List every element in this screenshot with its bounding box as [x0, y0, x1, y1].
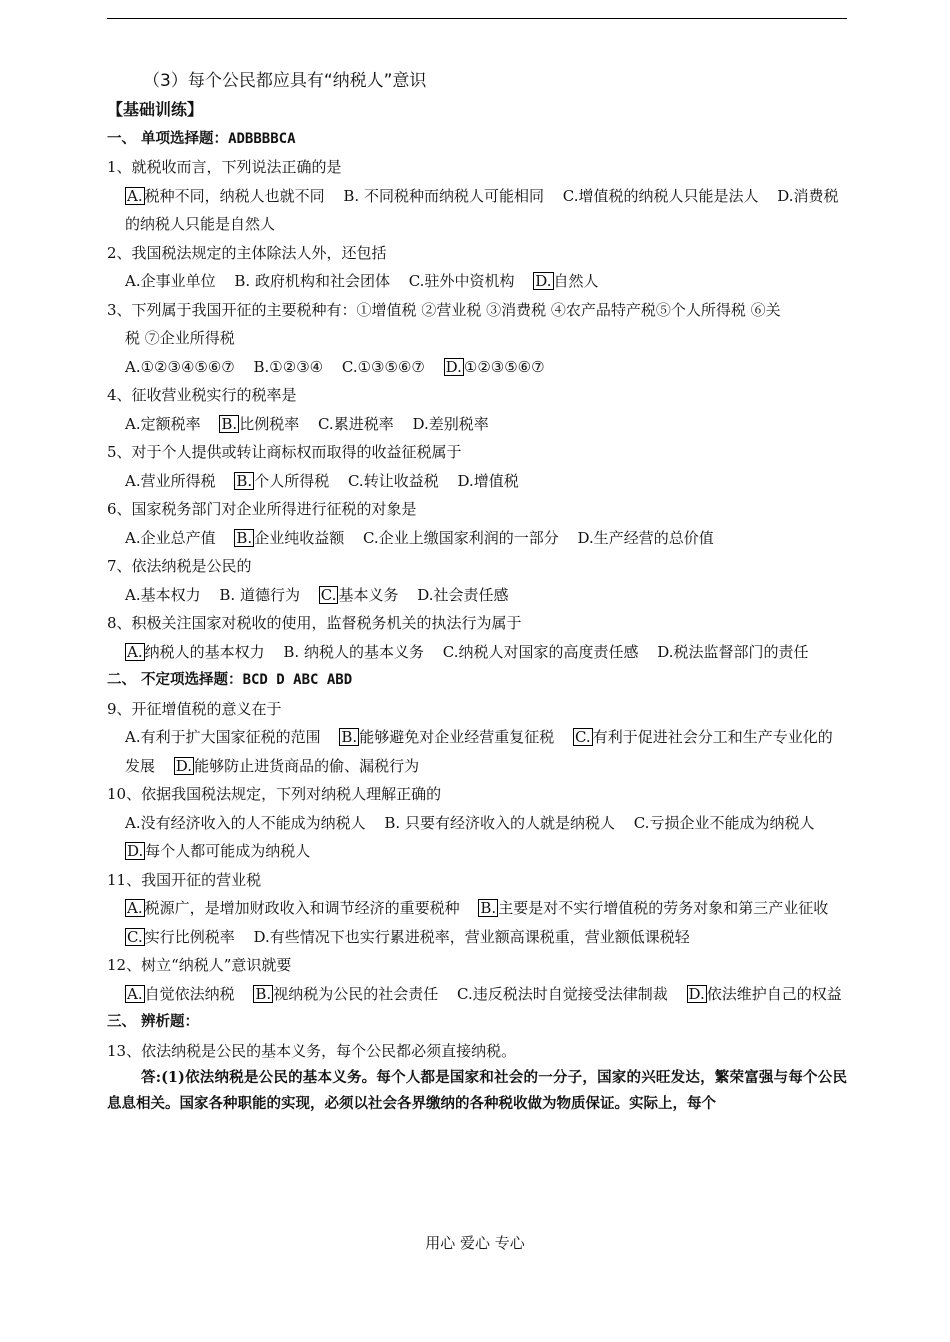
q2-option-b: B. 政府机构和社会团体 [234, 272, 390, 290]
section-2-label: 二、 不定项选择题： [107, 672, 243, 688]
question-13-stem: 13、依法纳税是公民的基本义务，每个公民都必须直接纳税。 [107, 1041, 517, 1060]
section-title: 【基础训练】 [107, 100, 204, 119]
question-7-options [107, 581, 847, 610]
question-11-stem: 11、我国开征的营业税 [107, 870, 262, 889]
q6-option-c: C.企业上缴国家利润的一部分 [362, 528, 559, 547]
q4-option-b-text: 比例税率 [239, 414, 300, 433]
q9-option-c-text: 有利于促进社会分工和生产专业化的发展 [125, 728, 833, 775]
q8-option-d: D.税法监督部门的责任 [657, 642, 809, 661]
q6-option-d: D.生产经营的总价值 [577, 528, 714, 547]
question-5-stem: 5、对于个人提供或转让商标权而取得的收益征税属于 [107, 443, 462, 461]
question-8-options [107, 638, 847, 667]
question-12-options [107, 980, 847, 1009]
q1-option-a-marker: A. [127, 186, 143, 205]
question-9-options [107, 723, 847, 780]
q3-option-b: B.①②③④ [253, 357, 324, 376]
q12-option-a-marker: A. [127, 984, 143, 1003]
q11-option-c-marker: C. [127, 927, 143, 946]
q5-option-b-text: 个人所得税 [254, 471, 330, 490]
q11-option-d: D.有些情况下也实行累进税率，营业额高课税重，营业额低课税轻 [253, 927, 690, 946]
q8-option-b: B. 纳税人的基本义务 [283, 642, 424, 661]
q3-option-d-marker: D. [445, 357, 462, 376]
q2-option-a: A.企事业单位 [125, 272, 216, 290]
q9-option-b-text: 能够避免对企业经营重复征税 [359, 728, 555, 746]
section-3-heading: 三、 辨析题： [107, 1014, 200, 1030]
question-6-options [107, 524, 847, 553]
q1-option-b: B. 不同税种而纳税人可能相同 [343, 186, 544, 205]
question-3-stem-cont: 税 ⑦企业所得税 [125, 329, 235, 347]
q10-option-b: B. 只要有经济收入的人就是纳税人 [384, 813, 615, 832]
q12-option-b-marker: B. [255, 984, 272, 1003]
q3-option-c: C.①③⑤⑥⑦ [341, 357, 425, 376]
q10-option-d-text: 每个人都可能成为纳税人 [145, 842, 311, 860]
answer-paragraph: 答:(1)依法纳税是公民的基本义务。每个人都是国家和社会的一分子，国家的兴旺发达，繁荣富强与每个公民息息相关。国家各种职能的实现，必须以社会各界缴纳的各种税收做为物质保证。实际上，每个 [107, 1069, 847, 1112]
q12-option-d-marker: D. [688, 984, 705, 1003]
q11-option-b-text: 主要是对不实行增值税的劳务对象和第三产业征收 [498, 899, 829, 917]
question-7-stem: 7、依法纳税是公民的 [107, 557, 252, 575]
q11-option-c-text: 实行比例税率 [144, 927, 235, 946]
q12-option-b-text: 视纳税为公民的社会责任 [273, 984, 439, 1003]
q3-option-a: A.①②③④⑤⑥⑦ [125, 357, 235, 376]
q7-option-d: D.社会责任感 [417, 585, 509, 604]
q12-option-c: C.违反税法时自觉接受法律制裁 [457, 984, 668, 1003]
q11-option-a-text: 税源广，是增加财政收入和调节经济的重要税种 [144, 899, 460, 917]
q6-option-a: A.企业总产值 [125, 528, 216, 547]
q11-option-b-marker: B. [480, 899, 497, 917]
q4-option-a: A.定额税率 [125, 414, 201, 433]
document-body [107, 66, 847, 1117]
q2-option-d-text: 自然人 [553, 272, 599, 290]
q5-option-a: A.营业所得税 [125, 471, 216, 490]
q2-option-c: C.驻外中资机构 [408, 272, 515, 290]
section-1-label: 一、 单项选择题： [107, 130, 229, 147]
q9-option-a: A.有利于扩大国家征税的范围 [125, 728, 321, 746]
section-2-answers: BCD D ABC ABD [242, 672, 353, 688]
section-2-heading [107, 666, 847, 695]
q5-option-d: D.增值税 [457, 471, 519, 490]
q9-option-d-text: 能够防止进货商品的偷、漏税行为 [194, 756, 420, 775]
question-6-stem: 6、国家税务部门对企业所得进行征税的对象是 [107, 500, 417, 518]
q10-option-c: C.亏损企业不能成为纳税人 [633, 813, 815, 832]
q11-option-a-marker: A. [127, 899, 143, 917]
q5-option-c: C.转让收益税 [347, 471, 439, 490]
section-1-answers: ADBBBBCA [228, 130, 296, 147]
q4-option-b-marker: B. [221, 414, 238, 433]
q5-option-b-marker: B. [236, 471, 253, 490]
q7-option-b: B. 道德行为 [219, 585, 300, 604]
q3-option-d-text: ①②③⑤⑥⑦ [463, 357, 545, 376]
q4-option-d: D.差别税率 [412, 414, 489, 433]
q6-option-b-text: 企业纯收益额 [254, 528, 345, 547]
q12-option-d-text: 依法维护自己的权益 [706, 984, 842, 1003]
section-1-heading [107, 125, 847, 154]
question-5-options [107, 467, 847, 496]
question-4-options [107, 410, 847, 439]
q8-option-a-text: 纳税人的基本权力 [144, 642, 265, 661]
question-10-stem: 10、依据我国税法规定，下列对纳税人理解正确的 [107, 785, 442, 803]
question-9-stem: 9、开征增值税的意义在于 [107, 699, 282, 718]
q9-option-c-marker: C. [574, 728, 591, 746]
q1-option-c: C.增值税的纳税人只能是法人 [562, 186, 759, 205]
q4-option-c: C.累进税率 [317, 414, 394, 433]
question-3-stem: 3、下列属于我国开征的主要税种有：①增值税 ②营业税 ③消费税 ④农产品特产税⑤个人所得税 ⑥关 [107, 300, 781, 319]
question-2-options [107, 267, 847, 296]
q1-option-a-text: 税种不同，纳税人也就不同 [144, 186, 325, 205]
q7-option-a: A.基本权力 [125, 585, 201, 604]
question-8-stem: 8、积极关注国家对税收的使用，监督税务机关的执法行为属于 [107, 614, 522, 632]
q8-option-c: C.纳税人对国家的高度责任感 [442, 642, 639, 661]
page-footer: 用心 爱心 专心 [425, 1234, 525, 1252]
q10-option-a: A.没有经济收入的人不能成为纳税人 [125, 813, 366, 832]
sub-heading: （3）每个公民都应具有“纳税人”意识 [143, 71, 427, 91]
question-4-stem: 4、征收营业税实行的税率是 [107, 386, 297, 404]
q9-option-b-marker: B. [341, 728, 358, 746]
q2-option-d-marker: D. [535, 272, 552, 290]
q7-option-c-marker: C. [320, 585, 337, 604]
q8-option-a-marker: A. [127, 642, 143, 661]
header-rule [107, 18, 847, 19]
q1-option-d: D.消费税的纳税人只能是自然人 [125, 186, 839, 233]
question-1-stem: 1、就税收而言，下列说法正确的是 [107, 158, 342, 176]
question-1-options [107, 182, 847, 239]
question-2-stem: 2、我国税法规定的主体除法人外，还包括 [107, 243, 387, 262]
q10-option-d-marker: D. [127, 842, 144, 860]
q6-option-b-marker: B. [236, 528, 253, 547]
question-3-options [107, 353, 847, 382]
question-10-options [107, 809, 847, 866]
question-11-options [107, 894, 847, 951]
question-12-stem: 12、树立“纳税人”意识就要 [107, 956, 292, 974]
q7-option-c-text: 基本义务 [338, 585, 399, 604]
q12-option-a-text: 自觉依法纳税 [144, 984, 235, 1003]
q9-option-d-marker: D. [175, 756, 193, 775]
